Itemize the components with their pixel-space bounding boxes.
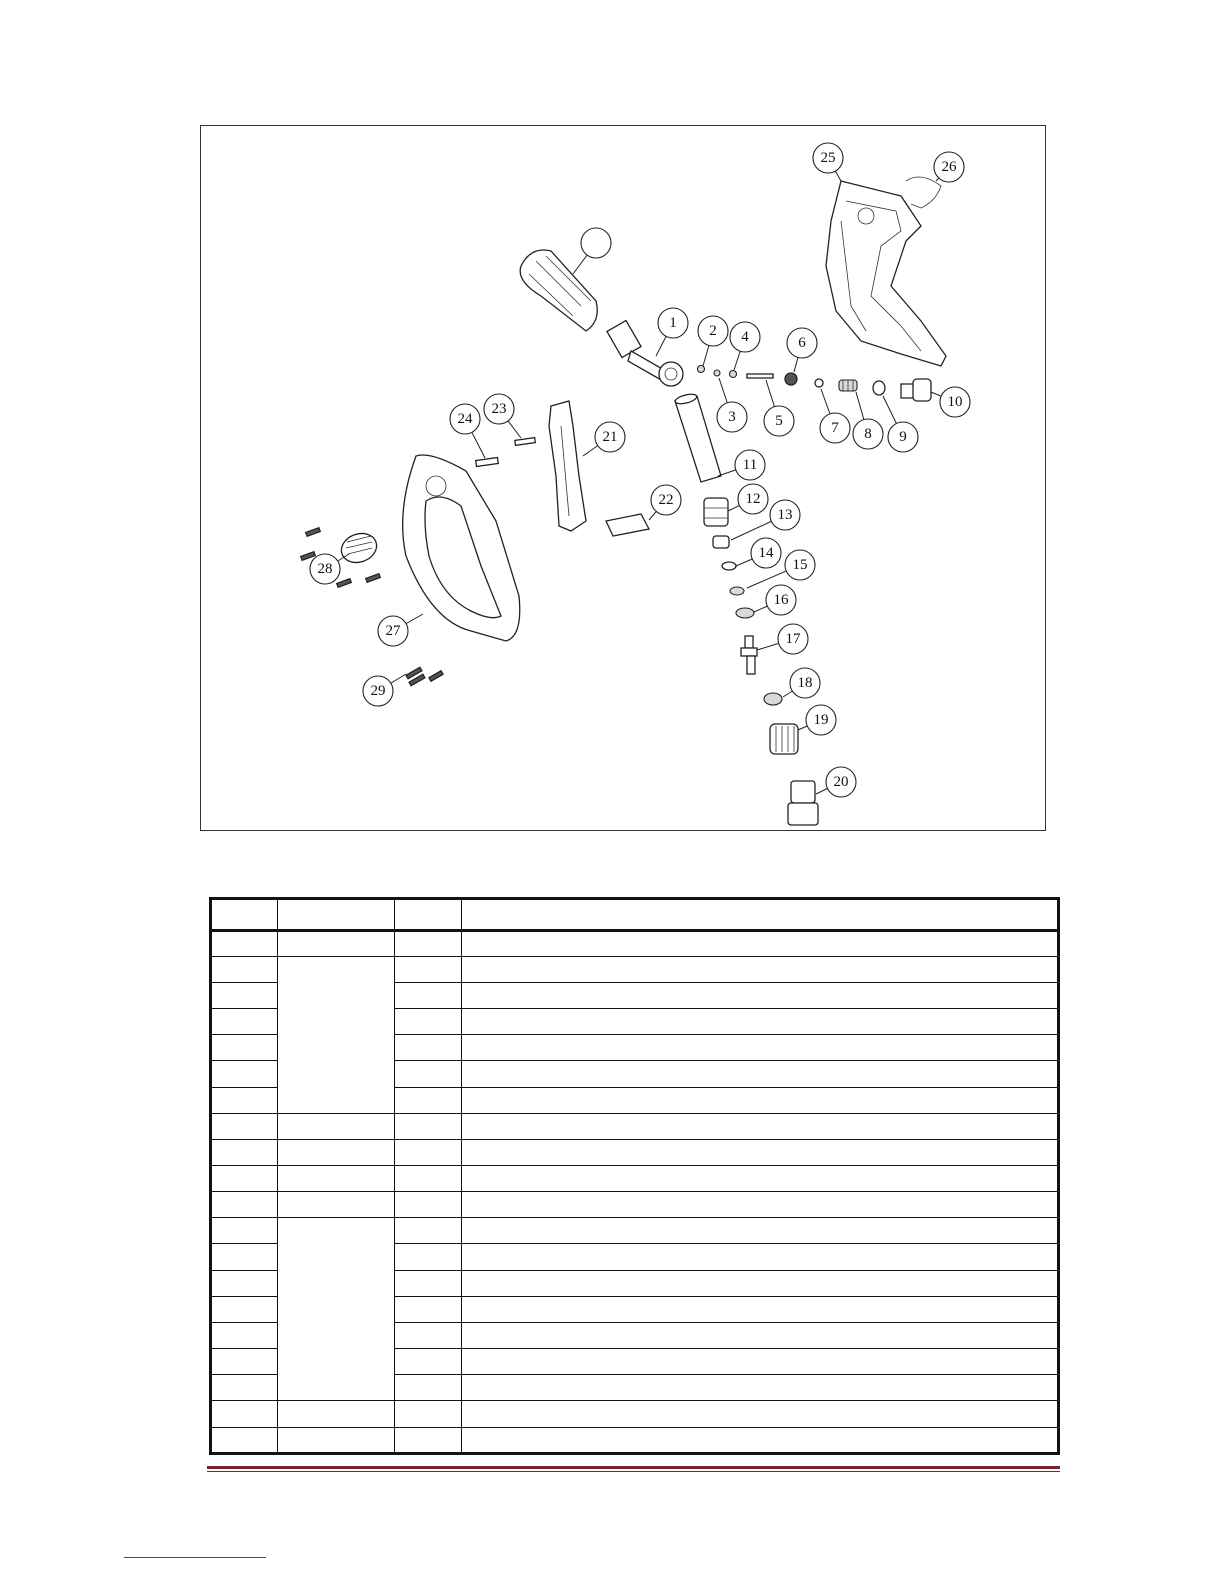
table-cell bbox=[462, 982, 1059, 1008]
cover-plate-28 bbox=[337, 529, 380, 568]
table-cell bbox=[462, 1035, 1059, 1061]
ball-7 bbox=[815, 379, 823, 387]
callout-6 bbox=[787, 328, 817, 372]
knurled-nut-19 bbox=[770, 724, 798, 754]
table-cell bbox=[395, 982, 462, 1008]
callout-label: 27 bbox=[385, 623, 401, 639]
callout-label: 6 bbox=[798, 335, 806, 351]
callout-label: 9 bbox=[899, 429, 907, 445]
table-cell bbox=[395, 1427, 462, 1453]
washer-16 bbox=[736, 608, 754, 618]
table-row bbox=[211, 930, 1059, 956]
oring-9 bbox=[873, 381, 885, 395]
table-cell bbox=[211, 1087, 278, 1113]
table-cell bbox=[395, 1401, 462, 1427]
table-cell bbox=[278, 1139, 395, 1165]
callout-label: 14 bbox=[758, 545, 774, 561]
table-cell bbox=[462, 1009, 1059, 1035]
callout-blank bbox=[573, 228, 611, 274]
cap-18 bbox=[764, 693, 782, 705]
callout-label: 1 bbox=[669, 315, 677, 331]
table-cell bbox=[211, 899, 278, 931]
table-cell bbox=[395, 1270, 462, 1296]
callout-9 bbox=[883, 396, 918, 452]
table-header-row bbox=[211, 899, 1059, 931]
table-cell bbox=[278, 1192, 395, 1218]
callout-label: 17 bbox=[785, 631, 801, 647]
tube-11 bbox=[674, 392, 721, 482]
clip-part bbox=[906, 177, 941, 208]
table-cell bbox=[395, 1035, 462, 1061]
callout-label: 28 bbox=[317, 561, 333, 577]
table-row bbox=[211, 1166, 1059, 1192]
table-cell bbox=[462, 1087, 1059, 1113]
table-cell bbox=[211, 1192, 278, 1218]
callout-2 bbox=[698, 316, 728, 366]
parts-list-table bbox=[209, 897, 1060, 1455]
table-cell bbox=[462, 1192, 1059, 1218]
table-cell bbox=[395, 1349, 462, 1375]
table-cell bbox=[278, 956, 395, 1113]
callout-1 bbox=[656, 308, 688, 356]
footer-rule-thin bbox=[207, 1471, 1060, 1472]
callout-label: 13 bbox=[777, 507, 793, 523]
callout-23 bbox=[484, 394, 521, 438]
table-cell bbox=[462, 930, 1059, 956]
table-cell bbox=[462, 1296, 1059, 1322]
table-cell bbox=[278, 1427, 395, 1453]
table-cell bbox=[395, 1244, 462, 1270]
callout-11 bbox=[718, 450, 765, 480]
callout-label: 22 bbox=[658, 492, 674, 508]
callout-19 bbox=[798, 705, 836, 735]
table-cell bbox=[462, 1113, 1059, 1139]
table-cell bbox=[278, 1218, 395, 1401]
lock-22 bbox=[606, 514, 649, 536]
table-row bbox=[211, 1427, 1059, 1453]
table-cell bbox=[278, 930, 395, 956]
table-cell bbox=[278, 1401, 395, 1427]
spring-8 bbox=[839, 380, 857, 391]
callout-label: 7 bbox=[831, 420, 839, 436]
table-cell bbox=[211, 1061, 278, 1087]
pin-24 bbox=[476, 457, 499, 466]
callout-label: 15 bbox=[792, 557, 808, 573]
table-cell bbox=[395, 1113, 462, 1139]
table-cell bbox=[462, 899, 1059, 931]
table-cell bbox=[395, 1061, 462, 1087]
table-cell bbox=[211, 1139, 278, 1165]
callout-17 bbox=[757, 624, 808, 654]
table-cell bbox=[395, 1375, 462, 1401]
table-cell bbox=[278, 899, 395, 931]
table-cell bbox=[211, 1035, 278, 1061]
table-cell bbox=[395, 1322, 462, 1348]
callout-label: 26 bbox=[941, 159, 957, 175]
callout-label: 8 bbox=[864, 426, 872, 442]
exploded-view-diagram bbox=[200, 125, 1046, 831]
table-cell bbox=[395, 1009, 462, 1035]
callout-29 bbox=[363, 674, 406, 706]
callout-label: 24 bbox=[457, 411, 473, 427]
callout-label: 5 bbox=[775, 413, 783, 429]
oring-14 bbox=[722, 562, 736, 570]
table-cell bbox=[395, 1296, 462, 1322]
callout-8 bbox=[853, 392, 883, 449]
table-cell bbox=[211, 956, 278, 982]
table-cell bbox=[278, 1166, 395, 1192]
callout-label: 10 bbox=[947, 394, 963, 410]
table-cell bbox=[462, 956, 1059, 982]
washer-15 bbox=[730, 587, 744, 595]
table-cell bbox=[211, 1166, 278, 1192]
table-cell bbox=[395, 1192, 462, 1218]
table-cell bbox=[395, 1218, 462, 1244]
table-cell bbox=[395, 930, 462, 956]
footnote-separator bbox=[124, 1557, 266, 1558]
callout-label: 19 bbox=[813, 712, 829, 728]
table-cell bbox=[395, 899, 462, 931]
callout-5 bbox=[764, 380, 794, 436]
table-row bbox=[211, 1113, 1059, 1139]
callout-label: 29 bbox=[370, 683, 386, 699]
callout-label: 18 bbox=[797, 675, 813, 691]
callout-label: 2 bbox=[709, 323, 717, 339]
callout-label: 16 bbox=[773, 592, 789, 608]
fitting-17 bbox=[741, 636, 757, 674]
table-cell bbox=[462, 1061, 1059, 1087]
table-cell bbox=[462, 1375, 1059, 1401]
callout-3 bbox=[717, 378, 747, 432]
washer-4 bbox=[730, 371, 737, 378]
table-row bbox=[211, 1192, 1059, 1218]
table-cell bbox=[462, 1166, 1059, 1192]
callout-12 bbox=[728, 484, 768, 514]
table-cell bbox=[211, 1322, 278, 1348]
footer-rule bbox=[207, 1466, 1060, 1469]
table-cell bbox=[211, 1401, 278, 1427]
callout-26 bbox=[934, 152, 964, 182]
table-cell bbox=[462, 1218, 1059, 1244]
table-cell bbox=[211, 1296, 278, 1322]
table-cell bbox=[211, 1244, 278, 1270]
nozzle-sleeve bbox=[520, 250, 597, 331]
table-cell bbox=[211, 1349, 278, 1375]
table-row bbox=[211, 1139, 1059, 1165]
callout-4 bbox=[730, 322, 760, 370]
callout-22 bbox=[649, 485, 681, 520]
callout-label: 21 bbox=[602, 429, 618, 445]
table-cell bbox=[395, 1166, 462, 1192]
callout-circle bbox=[581, 228, 611, 258]
table-cell bbox=[462, 1270, 1059, 1296]
callout-label: 25 bbox=[820, 150, 836, 166]
callout-10 bbox=[931, 387, 970, 417]
coupling-20 bbox=[788, 781, 818, 825]
table-row bbox=[211, 1218, 1059, 1244]
table-cell bbox=[462, 1427, 1059, 1453]
trigger-21 bbox=[549, 401, 586, 531]
table-cell bbox=[462, 1349, 1059, 1375]
exploded-view-drawing bbox=[201, 126, 1047, 832]
table-cell bbox=[462, 1401, 1059, 1427]
callout-21 bbox=[583, 422, 625, 456]
plug-10 bbox=[901, 379, 931, 401]
table-cell bbox=[211, 1009, 278, 1035]
callout-label: 20 bbox=[833, 774, 849, 790]
seal-6 bbox=[785, 373, 797, 385]
callout-label: 12 bbox=[745, 491, 761, 507]
table-cell bbox=[462, 1139, 1059, 1165]
callout-label: 3 bbox=[728, 409, 736, 425]
table-cell bbox=[211, 930, 278, 956]
table-cell bbox=[462, 1244, 1059, 1270]
table-cell bbox=[211, 1375, 278, 1401]
callout-14 bbox=[736, 538, 781, 568]
bushing-13 bbox=[713, 536, 729, 548]
callout-label: 4 bbox=[741, 329, 749, 345]
table-cell bbox=[211, 982, 278, 1008]
table-row bbox=[211, 1401, 1059, 1427]
table-row bbox=[211, 956, 1059, 982]
callout-27 bbox=[378, 614, 423, 646]
table-cell bbox=[211, 1113, 278, 1139]
callout-label: 23 bbox=[491, 401, 507, 417]
handle-right-half bbox=[826, 181, 946, 366]
nut-12 bbox=[704, 498, 728, 526]
table-cell bbox=[462, 1322, 1059, 1348]
callout-16 bbox=[754, 585, 796, 615]
washer-2 bbox=[698, 366, 705, 373]
callout-25 bbox=[813, 143, 843, 181]
table-cell bbox=[395, 956, 462, 982]
table-cell bbox=[395, 1087, 462, 1113]
table-cell bbox=[211, 1427, 278, 1453]
pin-23 bbox=[515, 438, 536, 446]
callout-28 bbox=[310, 554, 349, 584]
callout-24 bbox=[450, 404, 485, 458]
callout-7 bbox=[820, 389, 850, 443]
pin-5 bbox=[747, 374, 773, 378]
table-cell bbox=[211, 1218, 278, 1244]
table-cell bbox=[278, 1113, 395, 1139]
table-cell bbox=[395, 1139, 462, 1165]
callout-18 bbox=[783, 668, 820, 698]
callout-label: 11 bbox=[742, 457, 758, 473]
handle-left-half bbox=[403, 455, 520, 641]
washer-3 bbox=[714, 370, 720, 376]
callout-20 bbox=[816, 767, 856, 797]
table-cell bbox=[211, 1270, 278, 1296]
